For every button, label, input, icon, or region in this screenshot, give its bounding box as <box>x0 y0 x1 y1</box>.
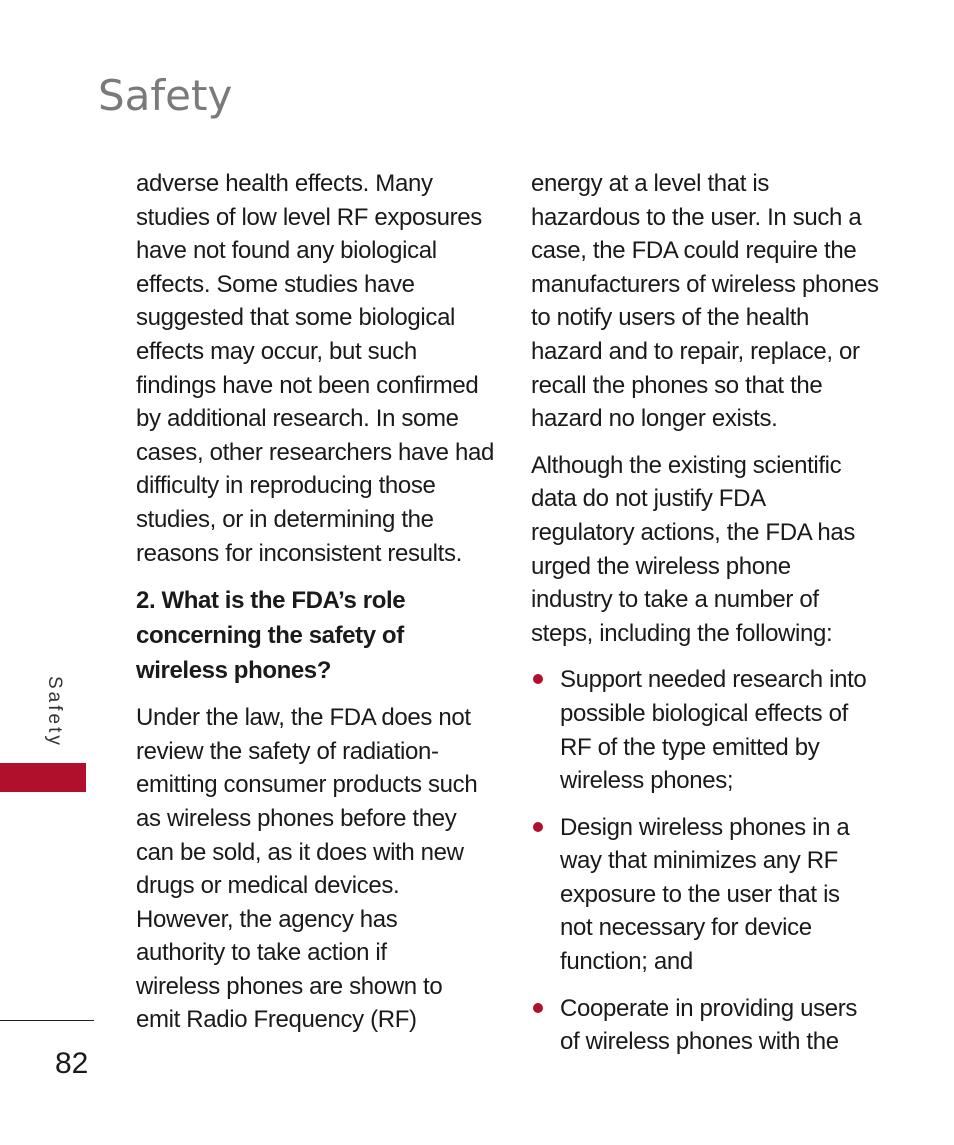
bullet-dot-icon <box>533 822 543 832</box>
list-item <box>531 811 896 979</box>
text-line: have not found any biological <box>136 237 437 265</box>
text-line: recall the phones so that the <box>531 371 823 399</box>
text-line: studies, or in determining the <box>136 505 434 533</box>
text-line: as wireless phones before they <box>136 804 457 832</box>
list-item <box>531 992 896 1059</box>
steps-paragraph <box>531 449 896 651</box>
text-line: case, the FDA could require the <box>531 237 857 265</box>
text-line: drugs or medical devices. <box>136 872 400 900</box>
text-line: Although the existing scientific <box>531 451 842 479</box>
footer-divider <box>0 1020 94 1021</box>
text-line: effects may occur, but such <box>136 337 417 365</box>
steps-list <box>531 663 896 1059</box>
text-line: exposure to the user that is <box>560 880 840 908</box>
intro-paragraph <box>136 167 496 570</box>
left-column <box>136 167 496 1050</box>
heading-line: concerning the safety of <box>136 622 404 650</box>
heading-line: wireless phones? <box>136 657 331 685</box>
text-line: review the safety of radiation- <box>136 737 439 765</box>
text-line: urged the wireless phone <box>531 552 791 580</box>
page-title: Safety <box>98 71 233 120</box>
text-line: not necessary for device <box>560 914 812 942</box>
text-line: function; and <box>560 948 693 976</box>
text-line: cases, other researchers have had <box>136 438 494 466</box>
text-line: emitting consumer products such <box>136 771 478 799</box>
text-line: difficulty in reproducing those <box>136 472 436 500</box>
page-number: 82 <box>55 1047 89 1080</box>
text-line: adverse health effects. Many <box>136 170 433 197</box>
right-column <box>531 167 896 1072</box>
text-line: However, the agency has <box>136 905 398 933</box>
text-line: by additional research. In some <box>136 405 459 433</box>
text-line: manufacturers of wireless phones <box>531 270 879 298</box>
text-line: RF of the type emitted by <box>560 733 820 761</box>
bullet-dot-icon <box>533 1003 543 1013</box>
text-line: possible biological effects of <box>560 699 848 727</box>
text-line: Under the law, the FDA does not <box>136 704 471 732</box>
law-paragraph <box>136 701 496 1037</box>
text-line: can be sold, as it does with new <box>136 838 464 866</box>
bullet-dot-icon <box>533 674 543 684</box>
text-line: hazard and to repair, replace, or <box>531 337 860 365</box>
text-line: authority to take action if <box>136 939 387 967</box>
heading-line: 2. What is the FDA’s role <box>136 587 406 615</box>
text-line: reasons for inconsistent results. <box>136 539 462 567</box>
text-line: suggested that some biological <box>136 304 456 332</box>
text-line: emit Radio Frequency (RF) <box>136 1006 417 1034</box>
text-line: studies of low level RF exposures <box>136 203 482 231</box>
text-line: Support needed research into <box>560 666 867 694</box>
text-line: Cooperate in providing users <box>560 994 858 1022</box>
text-line: way that minimizes any RF <box>560 847 838 875</box>
list-item <box>531 663 896 797</box>
text-line: Design wireless phones in a <box>560 813 850 841</box>
side-section-tab <box>0 763 86 792</box>
section-heading <box>136 583 496 688</box>
text-line: wireless phones; <box>560 767 734 795</box>
text-line: effects. Some studies have <box>136 270 415 298</box>
text-line: energy at a level that is <box>531 170 770 197</box>
text-line: wireless phones are shown to <box>136 972 443 1000</box>
side-section-label: Safety <box>44 676 65 748</box>
text-line: data do not justify FDA <box>531 485 766 513</box>
text-line: findings have not been confirmed <box>136 371 479 399</box>
text-line: to notify users of the health <box>531 304 810 332</box>
text-line: industry to take a number of <box>531 586 819 614</box>
text-line: steps, including the following: <box>531 619 833 647</box>
hazard-paragraph <box>531 167 896 436</box>
text-line: regulatory actions, the FDA has <box>531 518 855 546</box>
text-line: hazard no longer exists. <box>531 405 778 433</box>
text-line: of wireless phones with the <box>560 1028 839 1056</box>
text-line: hazardous to the user. In such a <box>531 203 862 231</box>
